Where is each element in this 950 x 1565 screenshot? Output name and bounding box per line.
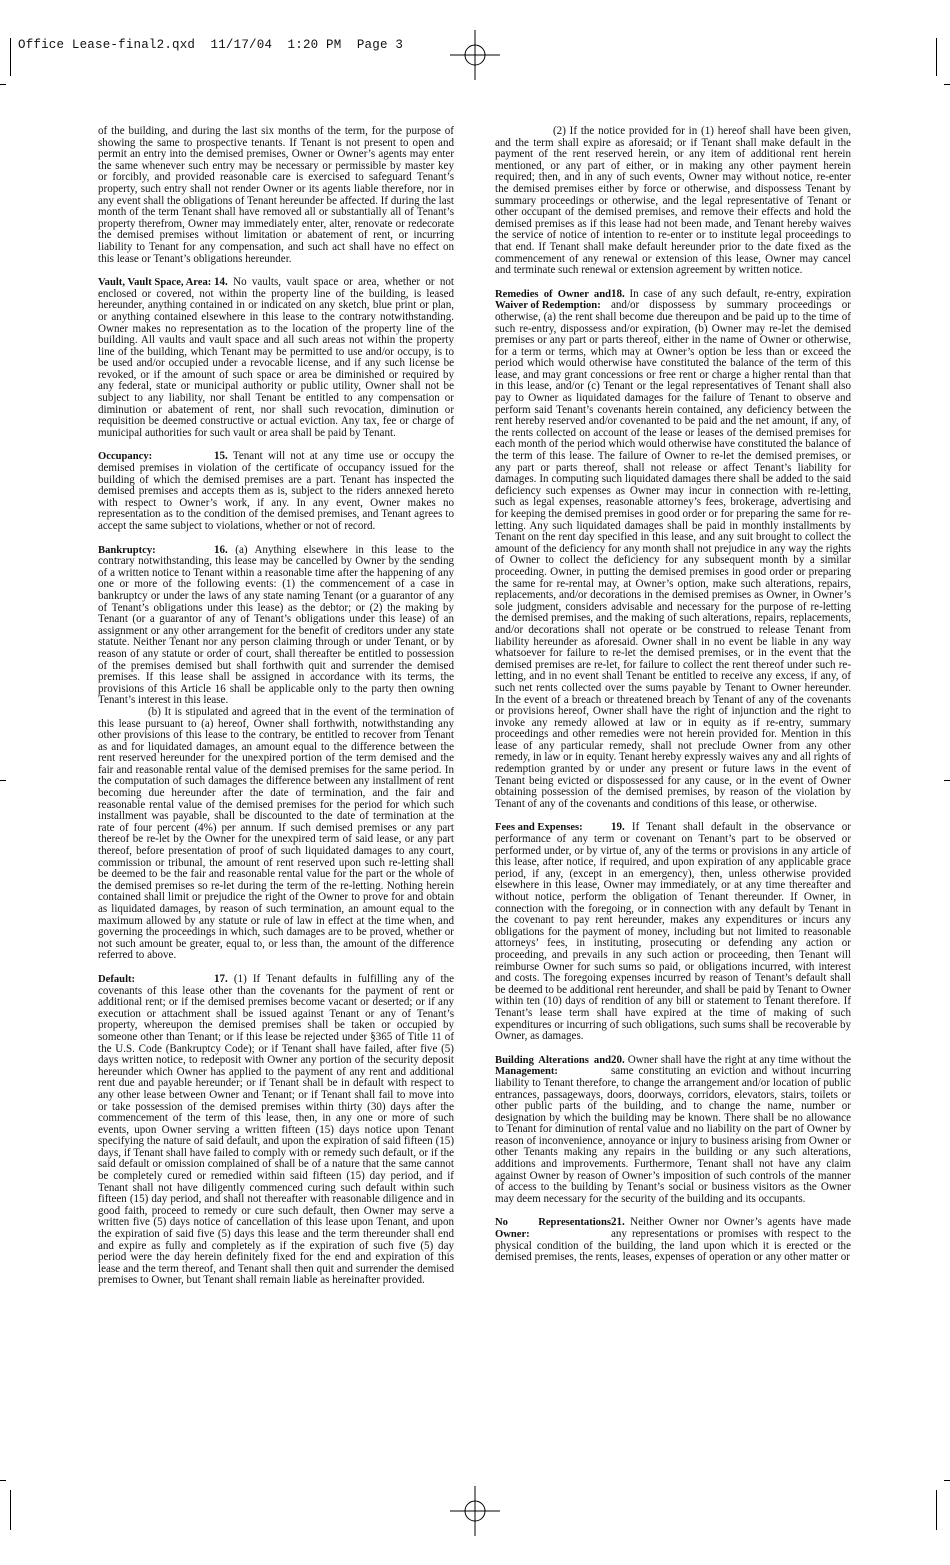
section-21-label: No Representations Owner: [495,1217,611,1240]
crop-mark-right-tick [944,84,950,85]
left-column [98,126,454,1287]
registration-mark-bottom-icon [450,1486,500,1536]
section-15-occupancy [98,451,454,532]
section-19-text: If Tenant shall default in the observance or performance of any term or covenant on Tenant’s part to be observed or performed under, or by virtue of, any of the terms or provisions in any article of this lease, after notice, if required, and upon expiration of any applicable grace period, if any, (except in an emergency), then, unless otherwise provided elsewhere in this lease, Owner may immediately, or at any time thereafter and without notice, perform the obligation of Tenant thereunder. If Owner, in connection with the foregoing, or in connection with any default by Tenant in the covenant to pay rent hereunder, makes any expenditures or incurs any obligations for the payment of money, including but not limited to reasonable attorneys’ fees, in instituting, prosecuting or defending any action or proceeding, and prevails in any such action or proceeding, then Tenant will reimburse Owner for such sums so paid, or obligations incurred, with interest and costs. The foregoing expenses incurred by reason of Tenant’s default shall be deemed to be additional rent hereunder, and shall be paid by Tenant to Owner within ten (10) days of rendition of any bill or statement to Tenant therefore. If Tenant’s lease term shall have expired at the time of making of such expenditures or incurring of such obligations, such sums shall be recoverable by Owner, as damages. [495,821,851,1043]
section-18-number: 18. [611,287,625,300]
section-15-label: Occupancy: [98,451,153,463]
crop-mark-bottom-right-v [936,1490,937,1530]
section-19-number: 19. [611,821,625,834]
section-17-text: (1) If Tenant defaults in fulfilling any of the covenants of this lease other than the covenants for the payment of rent or additional rent; or if the demised premises become vacant or deserted; or if any execution or attachment shall be issued against Tenant or any of Tenant’s property, whereupon the demised premises shall be taken or occupied by someone other than Tenant; or if this lease be rejected under §365 of Title 11 of the U.S. Code (Bankruptcy Code); or if Tenant shall have failed, after five (5) days written notice, to redeposit with Owner any portion of the security deposit hereunder which Owner has applied to the payment of any rent and additional rent due and payable hereunder; or if Tenant shall be in default with respect to any other lease between Owner and Tenant; or if Tenant shall fail to move into or take possession of the demised premises within thirty (30) days after the commencement of the term of this lease, then, in any one or more of such events, upon Owner serving a written fifteen (15) days notice upon Tenant specifying the nature of said default, and upon the expiration of said fifteen (15) days, if Tenant shall have failed to comply with or remedy such default, or if the said default or omission complained of shall be of a nature that the same cannot be completely cured or remedied within said fifteen (15) day period, and if Tenant shall not have diligently commenced curing such default within such fifteen (15) day period, and shall not thereafter with reasonable diligence and in good faith, proceed to remedy or cure such default, then Owner may serve a written five (5) days notice of cancellation of this lease upon Tenant, and upon the expiration of said five (5) days this lease and the term thereunder shall end and expire as fully and completely as if the expiration of such five (5) day period were the day herein definitely fixed for the end and expiration of this lease and the term thereof, and Tenant shall then quit and surrender the demised premises to Owner, but Tenant shall remain liable as hereinafter provided. [98,972,454,1287]
crop-mark-top-right-v [936,38,937,76]
section-17-default [98,974,454,1287]
crop-mark-mid-left [0,780,6,781]
section-21-number: 21. [611,1216,625,1229]
section-16-text-a: (a) Anything elsewhere in this lease to the contrary notwithstanding, this lease may be cancelled by Owner by the sending of a written notice to Tenant within a reasonable time after the happening of any one or more of the following events: (1) the commencement of a case in bankruptcy or under the laws of any state naming Tenant (or a guarantor of any of Tenant’s obligations under this lease) as the debtor; or (2) the making by Tenant (or a guarantor of any of Tenant’s obligations under this lease) of an assignment or any other arrangement for the benefit of creditors under any state statute. Neither Tenant nor any person claiming through or under Tenant, or by reason of any statute or order of court, shall thereafter be entitled to possession of the premises demised but shall forthwith quit and surrender the demised premises. If this lease shall be assigned in accordance with its terms, the provisions of this Article 16 shall be applicable only to the party then owning Tenant’s interest in this lease. [98,543,454,707]
section-16-number: 16. [214,543,228,556]
registration-mark-top-icon [450,30,500,80]
section-20-building-alterations [495,1055,851,1206]
section-20-label: Building Alterations and Management: [495,1054,611,1078]
intro-paragraph: of the building, and during the last six months of the term, for the purpose of showing the same to prospective tenants. If Tenant is not present to open and permit an entry into the demised premises, Owner or Owner’s agents may enter the same whenever such entry may be necessary or permissible by master key or forcibly, and provided reasonable care is exercised to safeguard Tenant’s property, such entry shall not render Owner or its agents liable therefore, nor in any event shall the obligations of Tenant hereunder be affected. If during the last month of the term Tenant shall have removed all or substantially all of Tenant’s property therefrom, Owner may immediately enter, alter, renovate or redecorate the demised premises without limitation or abatement of rent, or incurring liability to Tenant for any compensation, and such act shall have no effect on this lease or Tenant’s obligations hereunder. [98,125,454,265]
section-16-text-b: (b) It is stipulated and agreed that in the event of the termination of this lease pursuant to (a) hereof, Owner shall forthwith, notwithstanding any other provisions of this lease to the contrary, be entitled to recover from Tenant as and for liquidated damages, an amount equal to the difference between the rent reserved hereunder for the unexpired portion of the term demised and the fair and reasonable rental value of the demised premises for the same period. In the computation of such damages the difference between any installment of rent becoming due hereunder after the date of termination, and the fair and reasonable rental value of the demised premises for the period for which such installment was payable, shall be discounted to the date of termination at the rate of four percent (4%) per annum. If such demised premises or any part thereof be re-let by the Owner for the unexpired term of said lease, or any part thereof, before presentation of proof of such liquidated damages to any court, commission or tribunal, the amount of rent reserved upon such re-letting shall be deemed to be the fair and reasonable rental value for the part or the whole of the demised premises so re-let during the term of the re-letting. Nothing herein contained shall limit or prejudice the right of the Owner to prove for and obtain as liquidated damages, by reason of such termination, an amount equal to the maximum allowed by any statute or rule of law in effect at the time when, and governing the proceedings in which, such damages are to be proved, whether or not such amount be greater, equal to, or less than, the amount of the difference referred to above. [98,705,454,962]
section-17-label: Default: [98,973,136,985]
crop-mark-bottom-left-v [10,1490,11,1530]
right-column [495,126,851,1264]
section-14-vault [98,277,454,439]
section-18-text: In case of any such default, re-entry, expiration and/or dispossess by summary proceedings or otherwise, (a) the rent shall become due thereupon and be paid up to the time of such re-entry, dispossess and/or expiration, (b) Owner may re-let the demised premises or any part or parts thereof, either in the name of Owner or otherwise, for a term or terms, which may at Owner’s option be less than or exceed the period which would otherwise have constituted the balance of the term of this lease, and may grant concessions or free rent or charge a higher rental than that in this lease, and/or (c) Tenant or the legal representatives of Tenant shall also pay to Owner as liquidated damages for the failure of Tenant to observe and perform said Tenant’s covenants herein contained, any deficiency between the rent hereby reserved and/or covenanted to be paid and the net amount, if any, of the rents collected on account of the lease or leases of the demised premises for each month of the period which would otherwise have constituted the balance of the term of this lease. The failure of Owner to re-let the demised premises, or any part or parts thereof, shall not release or affect Tenant’s liability for damages. In computing such liquidated damages there shall be added to the said deficiency such expenses as Owner may incur in connection with re-letting, such as legal expenses, reasonable attorney’s fees, brokerage, advertising and for keeping the demised premises in good order or for preparing the same for re-letting. Any such liquidated damages shall be paid in monthly installments by Tenant on the rent day specified in this lease, and any suit brought to collect the amount of the deficiency for any month shall not prejudice in any way the rights of Owner to collect the deficiency for any subsequent month by a similar proceeding. Owner, in putting the demised premises in good order or preparing the same for re-rental may, at Owner’s option, make such alterations, repairs, replacements, and/or decorations in the demised premises as Owner, in Owner’s sole judgment, considers advisable and necessary for the purpose of re-letting the demised premises, and the making of such alterations, repairs, replacements, and/or decorations shall not operate or be construed to release Tenant from liability hereunder as aforesaid. Owner shall in no event be liable in any way whatsoever for failure to re-let the demised premises, or in the event that the demised premises are re-let, for failure to collect the rent thereof under such re-letting, and in no event shall Tenant be entitled to receive any excess, if any, of such net rents collected over the sums payable by Tenant to Owner hereunder. In the event of a breach or threatened breach by Tenant of any of the covenants or provisions hereof, Owner shall have the right of injunction and the right to invoke any remedy allowed at law or in equity as if re-entry, summary proceedings and other remedies were not herein provided for. Mention in this lease of any particular remedy, shall not preclude Owner from any other remedy, in law or in equity. Tenant hereby expressly waives any and all rights of redemption granted by or under any present or future laws in the event of Tenant being evicted or dispossessed for any cause, or in the event of Owner obtaining possession of the demised premises, by reason of the violation by Tenant of any of the covenants and conditions of this lease, or otherwise. [495,287,851,810]
crop-mark-mid-right [944,780,950,781]
crop-mark-left-tick [0,84,6,85]
crop-mark-bottom-right-tick [944,1480,950,1481]
section-20-number: 20. [611,1053,625,1066]
section-20-text: Owner shall have the right at any time without the same constituting an eviction and without incurring liability to Tenant therefore, to change the arrangement and/or location of public entrances, passageways, doors, doorways, corridors, elevators, stairs, toilets or other public parts of the building, and to change the name, number or designation by which the building may be known. There shall be no allowance to Tenant for diminution of rental value and no liability on the part of Owner by reason of inconvenience, annoyance or injury to business arising from Owner or other Tenants making any repairs in the building or any such alterations, additions and improvements. Furthermore, Tenant shall not have any claim against Owner by reason of Owner’s imposition of such controls of the manner of access to the building by Tenant’s social or business visitors as the Owner may deem necessary for the security of the building and its occupants. [495,1053,851,1205]
section-21-no-representations [495,1217,851,1263]
section-14-label: Vault, Vault Space, Area: [98,277,212,289]
section-14-text: No vaults, vault space or area, whether or not enclosed or covered, not within the property line of the building, is leased hereunder, anything contained in or indicated on any sketch, blue print or plan, or anything contained elsewhere in this lease to the contrary notwithstanding. Owner makes no representation as to the location of the property line of the building. All vaults and vault space and all such areas not within the property line of the building, which Tenant may be permitted to use and/or occupy, is to be used and/or occupied under a revocable license, and if any such license be revoked, or if the amount of such space or area be diminished or required by any federal, state or municipal authority or public utility, Owner shall not be subject to any liability, nor shall Tenant be entitled to any compensation or diminution or abatement of rent, nor shall such revocation, diminution or requisition be deemed constructive or actual eviction. Any tax, fee or charge of municipal authorities for such vault or area shall be paid by Tenant. [98,276,454,439]
section-19-fees [495,822,851,1042]
section-14-number: 14. [214,276,228,289]
section-15-text: Tenant will not at any time use or occupy the demised premises in violation of the certificate of occupancy issued for the building of which the demised premises are a part. Tenant has inspected the demised premises and accepts them as is, subject to the riders annexed hereto with respect to Owner’s work, if any. In any event, Owner makes no representation as to the condition of the demised premises, and Tenant agrees to accept the same subject to violations, whether or not of record. [98,450,454,532]
print-slug-header: Office Lease-final2.qxd 11/17/04 1:20 PM Page 3 [18,38,404,52]
section-19-label: Fees and Expenses: [495,822,583,834]
section-17-number: 17. [214,972,228,985]
crop-mark-bottom-left-tick [0,1480,6,1481]
section-16-bankruptcy [98,545,454,962]
section-18-label: Remedies of Owner and Waiver of Redemption: [495,288,611,312]
section-15-number: 15. [214,450,228,463]
section-18-remedies [495,289,851,811]
crop-mark-top-left-v [10,38,11,76]
section-16-label: Bankruptcy: [98,544,156,556]
section-21-text: Neither Owner nor Owner’s agents have made any representations or promises with respect to the physical condition of the building, the land upon which it is erected or the demised premises, the rents, leases, expenses of operation or any other matter or [495,1216,851,1264]
section-17-part-2: (2) If the notice provided for in (1) hereof shall have been given, and the term shall expire as aforesaid; or if Tenant shall make default in the payment of the rent reserved herein, or any item of additional rent herein mentioned, or any part of either, or in making any other payment herein required; then, and in any of such events, Owner may without notice, re-enter the demised premises either by force or otherwise, and dispossess Tenant by summary proceedings or otherwise, and the legal representative of Tenant or other occupant of the demised premises, and remove their effects and hold the demised premises as if this lease had not been made, and Tenant hereby waives the service of notice of intention to re-enter or to institute legal proceedings to that end. If Tenant shall make default hereunder prior to the date fixed as the commencement of any renewal or extension of this lease, Owner may cancel and terminate such renewal or extension agreement by written notice. [495,125,851,277]
